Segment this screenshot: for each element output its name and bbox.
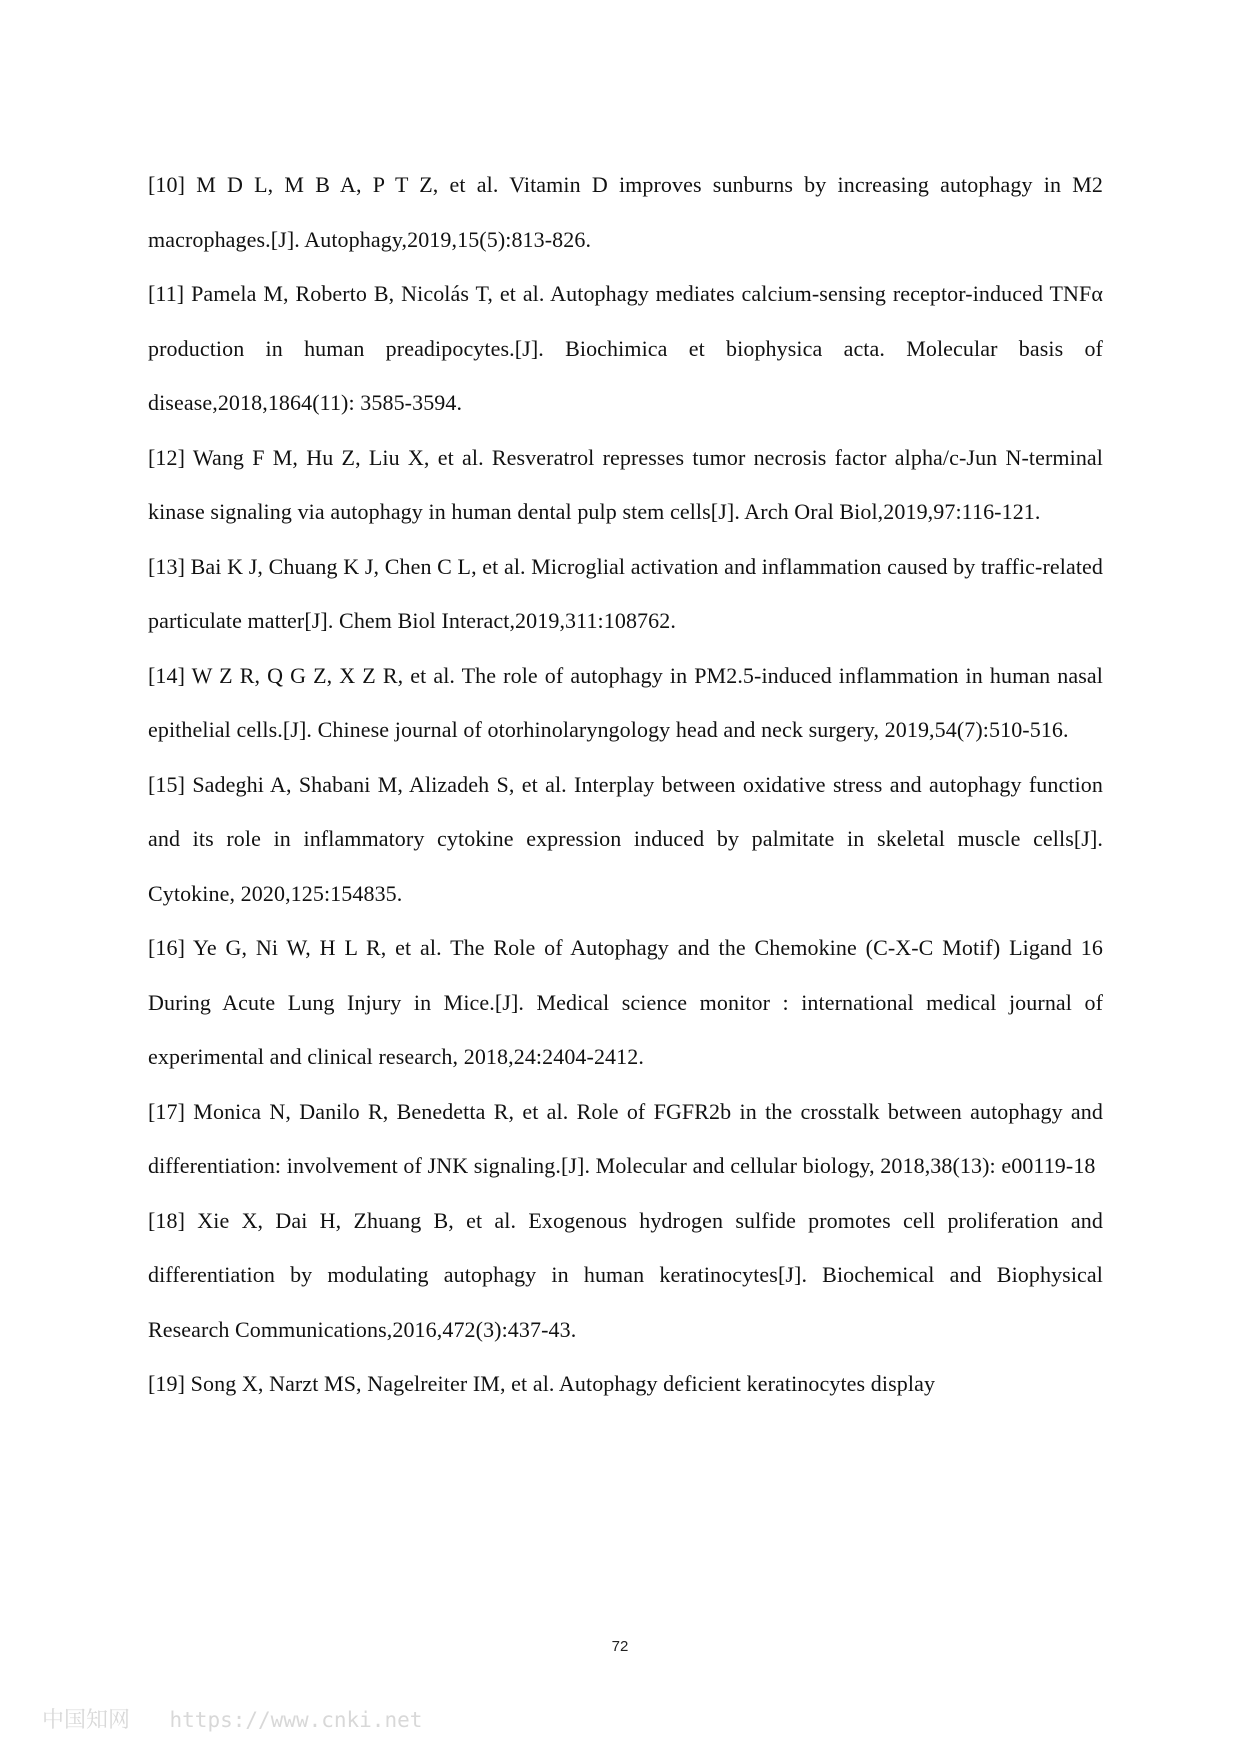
reference-item: [10] M D L, M B A, P T Z, et al. Vitamin D improves sunburns by increasing autophagy in M2 macrophages.[J]. Autophagy,2019,15(5):813-826. (148, 172, 1103, 252)
reference-item: [16] Ye G, Ni W, H L R, et al. The Role of Autophagy and the Chemokine (C-X-C Motif) Ligand 16 During Acute Lung Injury in Mice.[J]. Medical science monitor : international medical journal of experimental and clinical research, 2018,24:2404-2412. (148, 935, 1103, 1069)
watermark (42, 1703, 422, 1734)
reference-item: [13] Bai K J, Chuang K J, Chen C L, et al. Microglial activation and inflammation caused by traffic-related particulate matter[J]. Chem Biol Interact,2019,311:108762. (148, 553, 1103, 633)
reference-item: [12] Wang F M, Hu Z, Liu X, et al. Resveratrol represses tumor necrosis factor alpha/c-Jun N-terminal kinase signaling via autophagy in human dental pulp stem cells[J]. Arch Oral Biol,2019,97:116-121. (148, 444, 1103, 524)
reference-item: [15] Sadeghi A, Shabani M, Alizadeh S, et al. Interplay between oxidative stress and autophagy function and its role in inflammatory cytokine expression induced by palmitate in skeletal muscle cells[J]. Cytokine, 2020,125:154835. (148, 771, 1103, 906)
page-number: 72 (611, 1638, 629, 1655)
reference-item: [17] Monica N, Danilo R, Benedetta R, et al. Role of FGFR2b in the crosstalk between autophagy and differentiation: involvement of JNK signaling.[J]. Molecular and cellular biology, 2018,38(13): e00119-18 (148, 1098, 1103, 1178)
reference-item: [14] W Z R, Q G Z, X Z R, et al. The role of autophagy in PM2.5-induced inflammation in human nasal epithelial cells.[J]. Chinese journal of otorhinolaryngology head and neck surgery, 2019,54(7):510-516. (148, 662, 1103, 742)
reference-item: [18] Xie X, Dai H, Zhuang B, et al. Exogenous hydrogen sulfide promotes cell proliferation and differentiation by modulating autophagy in human keratinocytes[J]. Biochemical and Biophysical Research Communications,2016,472(3):437-43. (148, 1207, 1103, 1342)
reference-item: [11] Pamela M, Roberto B, Nicolás T, et al. Autophagy mediates calcium-sensing receptor-induced TNFα production in human preadipocytes.[J]. Biochimica et biophysica acta. Molecular basis of disease,2018,1864(11): 3585-3594. (148, 281, 1103, 415)
watermark-logo-text: 中国知网 (42, 1708, 131, 1733)
reference-item: [19] Song X, Narzt MS, Nagelreiter IM, et al. Autophagy deficient keratinocytes display (148, 1371, 936, 1396)
watermark-url: https://www.cnki.net (169, 1708, 423, 1732)
reference-list (148, 158, 1103, 1412)
